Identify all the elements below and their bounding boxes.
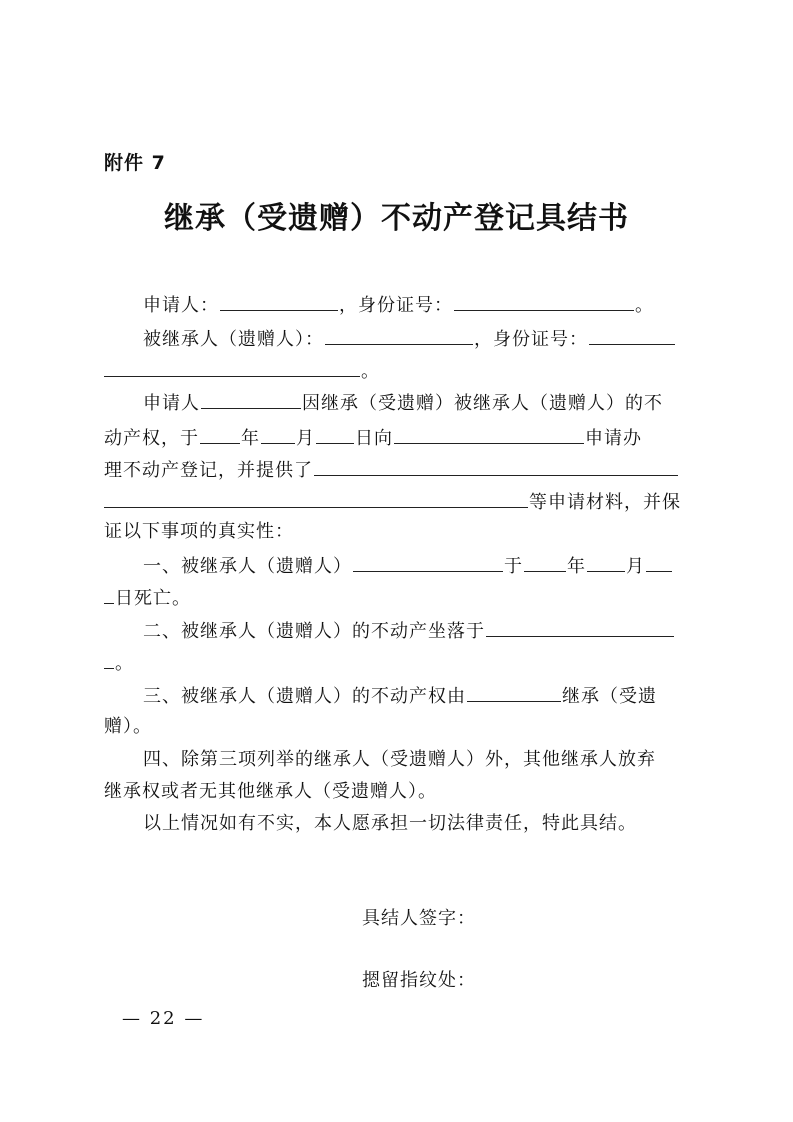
day-label: 日向 — [355, 428, 393, 449]
statement-line-1 — [143, 390, 663, 416]
period: 。 — [361, 361, 380, 382]
registration-office-blank[interactable] — [394, 425, 584, 444]
death-day-blank-part1[interactable] — [646, 553, 672, 572]
applicant-label: 申请人： — [143, 295, 219, 316]
page-number: — 22 — — [122, 1008, 205, 1029]
property-location-blank-part1[interactable] — [486, 618, 674, 637]
item-1-text: 于 — [504, 556, 523, 577]
month-label: 月 — [626, 556, 645, 577]
statement-text: 动产权，于 — [104, 428, 199, 449]
death-day-blank-part2[interactable] — [104, 585, 114, 604]
year-blank[interactable] — [200, 425, 240, 444]
decedent-line-cont — [104, 358, 380, 384]
year-label: 年 — [241, 428, 260, 449]
item-1-decedent-blank[interactable] — [353, 553, 503, 572]
applicant-id-blank[interactable] — [454, 292, 634, 311]
item-3-line-2: 赠）。 — [104, 716, 152, 737]
decedent-name-blank[interactable] — [325, 326, 473, 345]
decedent-id-blank-part2[interactable] — [104, 358, 360, 377]
item-1-line-1 — [143, 553, 673, 579]
item-4-line-2: 继承权或者无其他继承人（受遗赠人）。 — [104, 781, 437, 802]
statement-line-3 — [104, 457, 679, 483]
month-blank[interactable] — [261, 425, 295, 444]
statement-line-2 — [104, 425, 642, 451]
item-2-line-1 — [143, 618, 675, 644]
item-2-text: 二、被继承人（遗赠人）的不动产坐落于 — [143, 621, 485, 642]
statement-text: 因继承（受遗赠）被继承人（遗赠人）的不 — [302, 393, 663, 414]
fingerprint-label: 摁留指纹处： — [362, 970, 476, 991]
item-1-text: 日死亡。 — [115, 588, 191, 609]
statement-line-5: 证以下事项的真实性： — [104, 521, 294, 542]
declaration: 以上情况如有不实，本人愿承担一切法律责任，特此具结。 — [143, 813, 637, 834]
death-year-blank[interactable] — [524, 553, 566, 572]
day-blank[interactable] — [316, 425, 354, 444]
item-2-text: 。 — [115, 653, 134, 674]
statement-applicant-label: 申请人 — [143, 393, 200, 414]
document-title: 继承（受遗赠）不动产登记具结书 — [164, 201, 629, 236]
item-2-line-2 — [104, 650, 134, 676]
decedent-line — [143, 326, 676, 352]
statement-text: 等申请材料，并保 — [529, 492, 681, 513]
materials-blank-part2[interactable] — [104, 489, 528, 508]
period: 。 — [635, 295, 654, 316]
heir-blank[interactable] — [467, 683, 561, 702]
statement-text: 理不动产登记，并提供了 — [104, 460, 313, 481]
property-location-blank-part2[interactable] — [104, 650, 114, 669]
statement-applicant-blank[interactable] — [201, 390, 301, 409]
decedent-id-blank-part1[interactable] — [589, 326, 675, 345]
decedent-id-label: ，身份证号： — [474, 329, 588, 350]
month-label: 月 — [296, 428, 315, 449]
signature-label: 具结人签字： — [362, 908, 476, 929]
applicant-line — [143, 292, 654, 318]
item-1-line-2 — [104, 585, 191, 611]
applicant-id-label: ，身份证号： — [339, 295, 453, 316]
item-3-text: 三、被继承人（遗赠人）的不动产权由 — [143, 686, 466, 707]
attachment-label: 附件 7 — [104, 152, 166, 174]
applicant-name-blank[interactable] — [220, 292, 338, 311]
decedent-label: 被继承人（遗赠人）： — [143, 329, 324, 350]
death-month-blank[interactable] — [587, 553, 625, 572]
statement-text: 申请办 — [585, 428, 642, 449]
item-1-text: 一、被继承人（遗赠人） — [143, 556, 352, 577]
materials-blank-part1[interactable] — [314, 457, 678, 476]
item-3-text: 继承（受遗 — [562, 686, 657, 707]
item-3-line-1 — [143, 683, 657, 709]
statement-line-4 — [104, 489, 681, 515]
year-label: 年 — [567, 556, 586, 577]
item-4-line-1: 四、除第三项列举的继承人（受遗赠人）外，其他继承人放弃 — [143, 749, 656, 770]
